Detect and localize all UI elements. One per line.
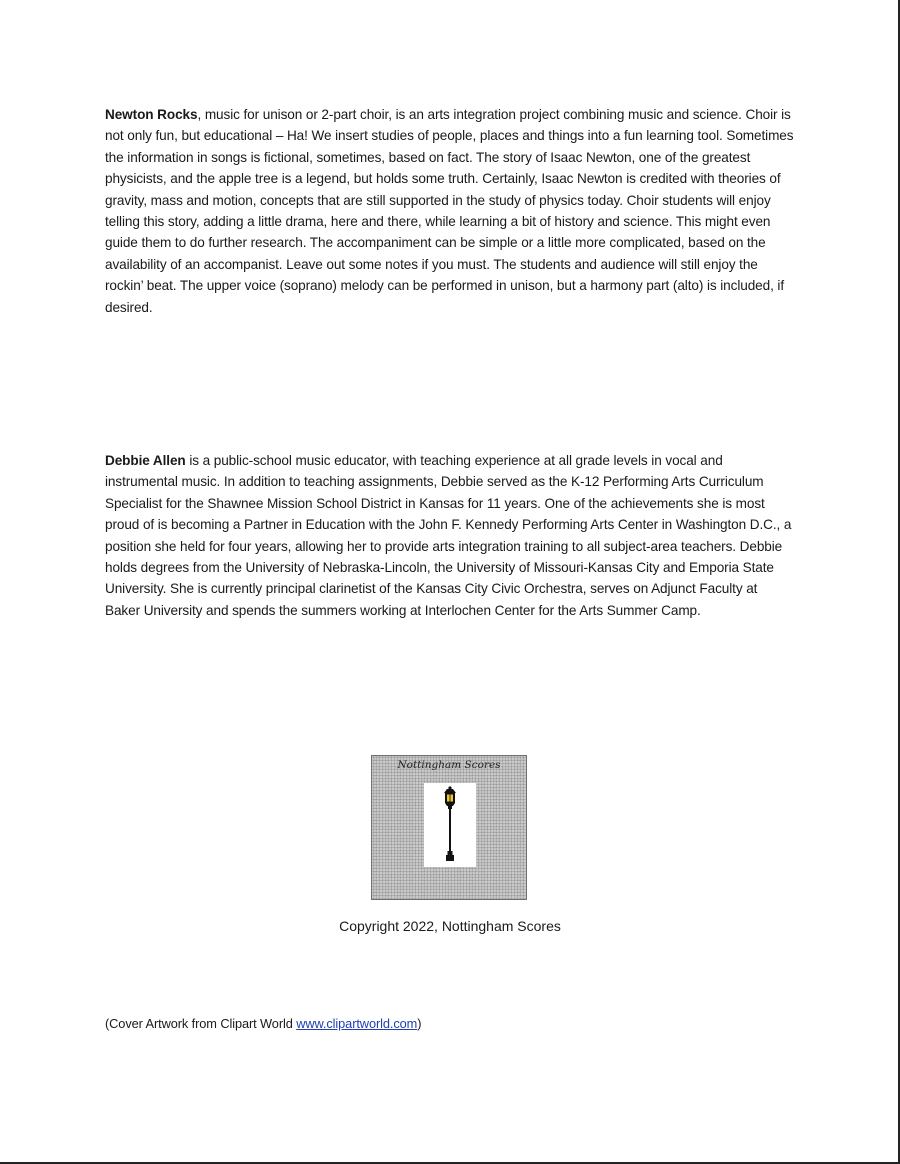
clipart-world-link[interactable]: www.clipartworld.com <box>296 1016 418 1031</box>
composer-name: Debbie Allen <box>105 453 186 468</box>
publisher-logo <box>371 755 527 900</box>
artwork-credit <box>105 1014 421 1034</box>
credit-prefix: (Cover Artwork from Clipart World <box>105 1016 297 1031</box>
logo-panel <box>424 783 476 867</box>
credit-suffix: ) <box>417 1016 422 1031</box>
copyright-notice: Copyright 2022, Nottingham Scores <box>339 918 561 934</box>
piece-description <box>105 104 795 318</box>
lamppost-icon <box>424 783 476 867</box>
logo-title: Nottingham Scores <box>397 759 501 771</box>
piece-description-text: , music for unison or 2-part choir, is an arts integration project combining music and science. Choir is not only fun, but educational – Ha! We insert studies of people, places and things into a fun learning tool. Sometimes the information in songs is fictional, sometimes, based on fact. The story of Isaac Newton, one of the greatest physicists, and the apple tree is a legend, but holds some truth. Certainly, Isaac Newton is credited with theories of gravity, mass and motion, concepts that are still supported in the study of physics today. Choir students will enjoy telling this story, adding a little drama, here and there, while learning a bit of history and science. This might even guide them to do further research. The accompaniment can be simple or a little more complicated, based on the availability of an accompanist. Leave out some notes if you must. The students and audience will still enjoy the rockin’ beat. The upper voice (soprano) melody can be performed in unison, but a harmony part (alto) is included, if desired. <box>105 107 794 315</box>
composer-bio-text: is a public-school music educator, with teaching experience at all grade levels in vocal and instrumental music. In addition to teaching assignments, Debbie served as the K-12 Performing Arts Curriculum Specialist for the Shawnee Mission School District in Kansas for 11 years. One of the achievements she is most proud of is becoming a Partner in Education with the John F. Kennedy Performing Arts Center in Washington D.C., a position she held for four years, allowing her to provide arts integration training to all subject-area teachers. Debbie holds degrees from the University of Nebraska-Lincoln, the University of Missouri-Kansas City and Emporia State University. She is currently principal clarinetist of the Kansas City Civic Orchestra, serves on Adjunct Faculty at Baker University and spends the summers working at Interlochen Center for the Arts Summer Camp. <box>105 453 792 618</box>
composer-bio <box>105 450 795 621</box>
piece-title: Newton Rocks <box>105 107 198 122</box>
